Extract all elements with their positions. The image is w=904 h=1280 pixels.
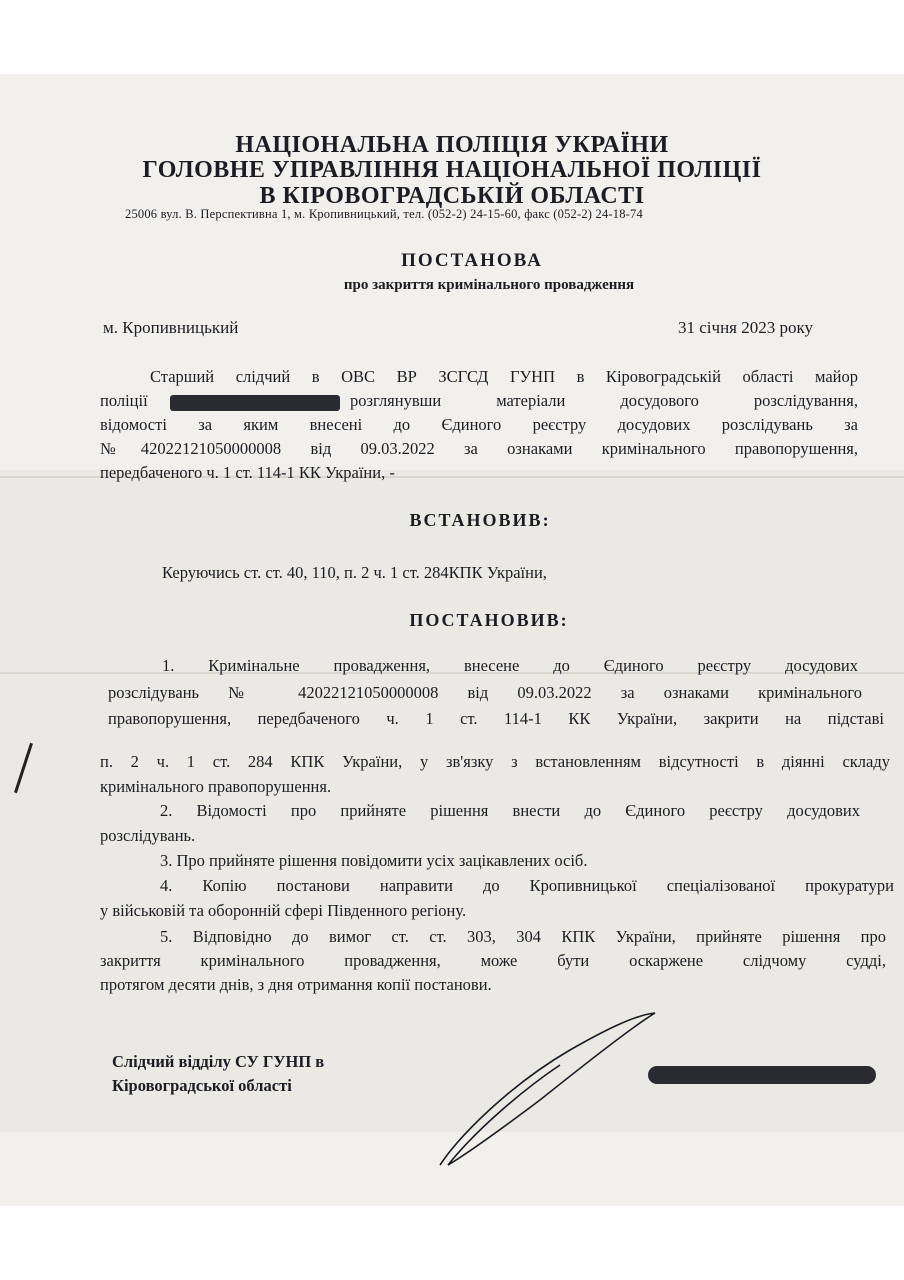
- intro-line-2b: розглянувши матеріали досудового розслідування,: [350, 391, 858, 410]
- item-4-line-2: у військовій та оборонній сфері Південного регіону.: [100, 901, 467, 920]
- handwritten-signature: [420, 1005, 670, 1175]
- signature-position-line-1: Слідчий відділу СУ ГУНП в: [112, 1052, 325, 1071]
- redacted-signature-name: [648, 1066, 876, 1084]
- item-1-line-1: 1. Кримінальне провадження, внесене до Єдиного реєстру досудових: [162, 656, 858, 675]
- header-address: 25006 вул. В. Перспективна 1, м. Кропивницький, тел. (052-2) 24-15-60, факс (052-2) 24-18-74: [125, 207, 643, 221]
- item-5-line-2: закриття кримінального провадження, може бути оскаржене слідчому судді,: [100, 951, 886, 970]
- item-1-line-2: розслідувань № 42022121050000008 від 09.03.2022 за ознаками кримінального: [108, 683, 862, 702]
- item-1-line-3: правопорушення, передбаченого ч. 1 ст. 114-1 КК України, закрити на підставі: [108, 709, 884, 728]
- item-1-line-5: кримінального правопорушення.: [100, 777, 332, 796]
- item-2-line-2: розслідувань.: [100, 826, 196, 845]
- item-4-line-1: 4. Копію постанови направити до Кропивницької спеціалізованої прокуратури: [160, 876, 894, 895]
- document-title: ПОСТАНОВА: [401, 250, 543, 271]
- guided-by-line: Керуючись ст. ст. 40, 110, п. 2 ч. 1 ст. 284КПК України,: [162, 563, 547, 582]
- established-heading: ВСТАНОВИВ:: [409, 510, 551, 530]
- document-city: м. Кропивницький: [103, 318, 239, 337]
- decided-heading: ПОСТАНОВИВ:: [409, 610, 569, 630]
- signature-position-line-2: Кіровоградської області: [112, 1076, 292, 1095]
- header-line-2: ГОЛОВНЕ УПРАВЛІННЯ НАЦІОНАЛЬНОЇ ПОЛІЦІЇ: [142, 157, 762, 183]
- document-date: 31 січня 2023 року: [678, 318, 814, 337]
- item-3-line-1: 3. Про прийняте рішення повідомити усіх зацікавлених осіб.: [160, 851, 588, 870]
- header-line-3: В КІРОВОГРАДСЬКІЙ ОБЛАСТІ: [259, 183, 645, 209]
- item-2-line-1: 2. Відомості про прийняте рішення внести до Єдиного реєстру досудових: [160, 801, 860, 820]
- document-subtitle: про закриття кримінального провадження: [343, 277, 635, 293]
- item-1-line-4: п. 2 ч. 1 ст. 284 КПК України, у зв'язку з встановленням відсутності в діянні складу: [100, 752, 890, 771]
- intro-line-1: Старший слідчий в ОВС ВР ЗСГСД ГУНП в Кіровоградській області майор: [150, 367, 858, 386]
- intro-line-5: передбаченого ч. 1 ст. 114-1 КК України, -: [100, 463, 395, 482]
- intro-line-3: відомості за яким внесені до Єдиного реєстру досудових розслідувань за: [100, 415, 858, 434]
- item-5-line-3: протягом десяти днів, з дня отримання копії постанови.: [100, 975, 492, 994]
- intro-line-2a: поліції: [100, 391, 148, 410]
- header-line-1: НАЦІОНАЛЬНА ПОЛІЦІЯ УКРАЇНИ: [235, 132, 669, 158]
- item-5-line-1: 5. Відповідно до вимог ст. ст. 303, 304 КПК України, прийняте рішення про: [160, 927, 886, 946]
- intro-line-4: №42022121050000008 від 09.03.2022 за ознаками кримінального правопорушення,: [100, 439, 858, 458]
- redacted-name: [170, 395, 340, 411]
